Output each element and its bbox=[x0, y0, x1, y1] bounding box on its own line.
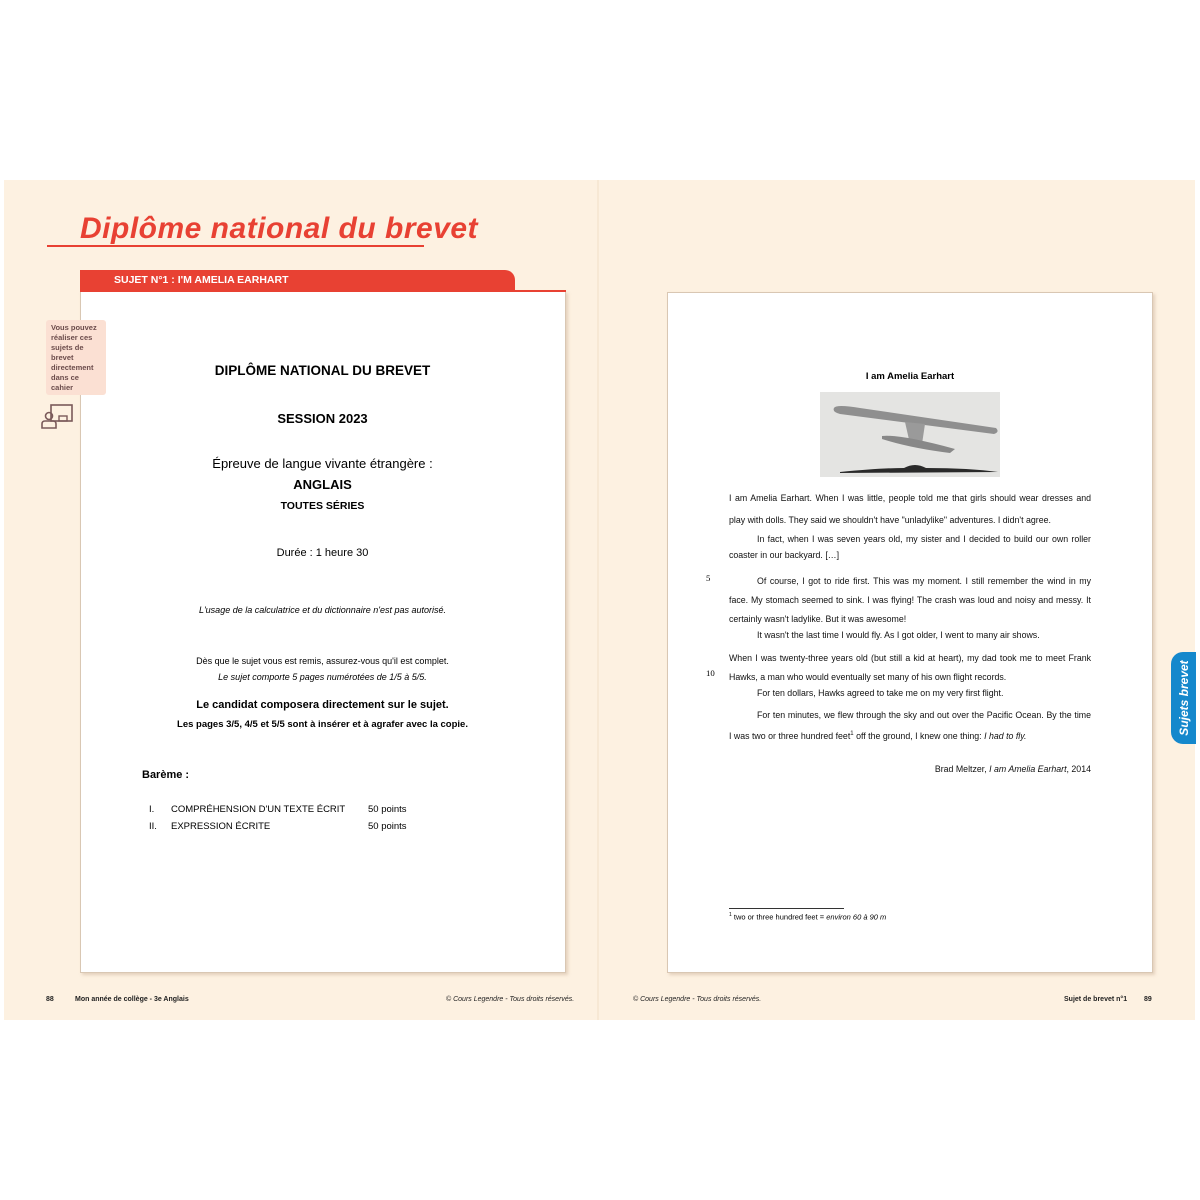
note-bubble: Vous pouvez réaliser ces sujets de brevet directement dans ce cahier bbox=[46, 320, 106, 395]
paragraph: Of course, I got to ride first. This was my moment. I still remember the wind in my face. My stomach seemed to sink. I was flying! The crash was loud and noisy and messy. It certainly wasn't ladylike. But it was awesome! bbox=[729, 576, 1091, 624]
bareme-label: EXPRESSION ÉCRITE bbox=[171, 821, 271, 832]
emphasis: I had to fly. bbox=[984, 730, 1027, 741]
exam-calc: L'usage de la calculatrice et du dictionnaire n'est pas autorisé. bbox=[198, 605, 447, 615]
title-underline bbox=[47, 245, 424, 247]
line-number: 10 bbox=[706, 668, 715, 678]
bareme-label: COMPRÉHENSION D'UN TEXTE ÉCRIT bbox=[171, 804, 346, 815]
bareme-label: Barème : bbox=[142, 769, 190, 781]
footnote-text: two or three hundred feet = bbox=[733, 912, 827, 922]
copyright-left: © Cours Legendre - Tous droits réservés. bbox=[446, 996, 575, 1003]
paragraph: I am Amelia Earhart. When I was little, people told me that girls should wear dresses and play with dolls. They said we shouldn't have "unladylike" adventures. I didn't agree. bbox=[729, 493, 1091, 525]
source-year: , 2014 bbox=[1066, 764, 1091, 774]
airplane-photo bbox=[820, 392, 1000, 477]
source-author: Brad Meltzer, bbox=[934, 764, 990, 774]
bareme-points: 50 points bbox=[368, 821, 407, 832]
bareme-num: I. bbox=[149, 804, 155, 815]
gutter bbox=[597, 180, 599, 1020]
exam-compose: Le candidat composera directement sur le sujet. bbox=[196, 699, 449, 711]
bareme-num: II. bbox=[149, 821, 157, 832]
line-number: 5 bbox=[706, 573, 711, 583]
footnote-translation: environ 60 à 90 m bbox=[826, 912, 887, 922]
footnote-rule bbox=[729, 908, 844, 909]
paragraph bbox=[729, 706, 1091, 746]
side-tab-sujets-brevet[interactable] bbox=[1171, 652, 1196, 744]
paragraph: When I was twenty-three years old (but still a kid at heart), my dad took me to meet Frank Hawks, a man who would eventually set many of his own flight records. bbox=[729, 653, 1091, 682]
subject-bar: SUJET N°1 : I'M AMELIA EARHART bbox=[80, 270, 515, 291]
footnote-mark: 1 bbox=[729, 912, 732, 918]
exam-langue: ANGLAIS bbox=[293, 477, 352, 492]
paragraph: It wasn't the last time I would fly. As I got older, I went to many air shows. bbox=[757, 630, 1040, 640]
text-title: I am Amelia Earhart bbox=[865, 371, 955, 382]
exam-session: SESSION 2023 bbox=[277, 411, 368, 426]
page-title: Diplôme national du brevet bbox=[80, 212, 479, 245]
page-number-left: 88 bbox=[46, 996, 54, 1003]
footnote-ref: 1 bbox=[850, 731, 854, 737]
source-title: I am Amelia Earhart bbox=[989, 764, 1067, 774]
exam-check: Dès que le sujet vous est remis, assurez-vous qu'il est complet. bbox=[196, 656, 449, 666]
student-board-icon bbox=[41, 403, 75, 429]
paragraph-text: off the ground, I knew one thing: bbox=[856, 730, 985, 741]
paragraph: In fact, when I was seven years old, my sister and I decided to build our own roller coaster in our backyard. […] bbox=[729, 534, 1091, 560]
subject-bar-line bbox=[80, 290, 566, 292]
page-number-right: 89 bbox=[1144, 996, 1152, 1003]
section-name: Sujet de brevet n°1 bbox=[1064, 996, 1128, 1003]
footnote bbox=[729, 912, 886, 922]
side-tab-label: Sujets brevet bbox=[1176, 660, 1191, 736]
exam-pages: Le sujet comporte 5 pages numérotées de 1/5 à 5/5. bbox=[218, 672, 427, 682]
exam-insert: Les pages 3/5, 4/5 et 5/5 sont à insérer et à agrafer avec la copie. bbox=[177, 719, 468, 730]
book-title: Mon année de collège - 3e Anglais bbox=[75, 996, 189, 1003]
bareme-points: 50 points bbox=[368, 804, 407, 815]
paragraph: For ten dollars, Hawks agreed to take me on my very first flight. bbox=[757, 688, 1004, 698]
exam-heading: DIPLÔME NATIONAL DU BREVET bbox=[214, 363, 431, 378]
source bbox=[729, 763, 1091, 775]
exam-series: TOUTES SÉRIES bbox=[280, 500, 365, 512]
exam-sheet-left bbox=[80, 291, 566, 973]
exam-epreuve: Épreuve de langue vivante étrangère : bbox=[212, 456, 433, 471]
copyright-right: © Cours Legendre - Tous droits réservés. bbox=[633, 996, 762, 1003]
paragraph-text: For ten minutes, we flew through the sky and out over the Pacific Ocean. By the time I was two or three hundred feet bbox=[729, 710, 1091, 741]
exam-duree: Durée : 1 heure 30 bbox=[276, 547, 369, 559]
